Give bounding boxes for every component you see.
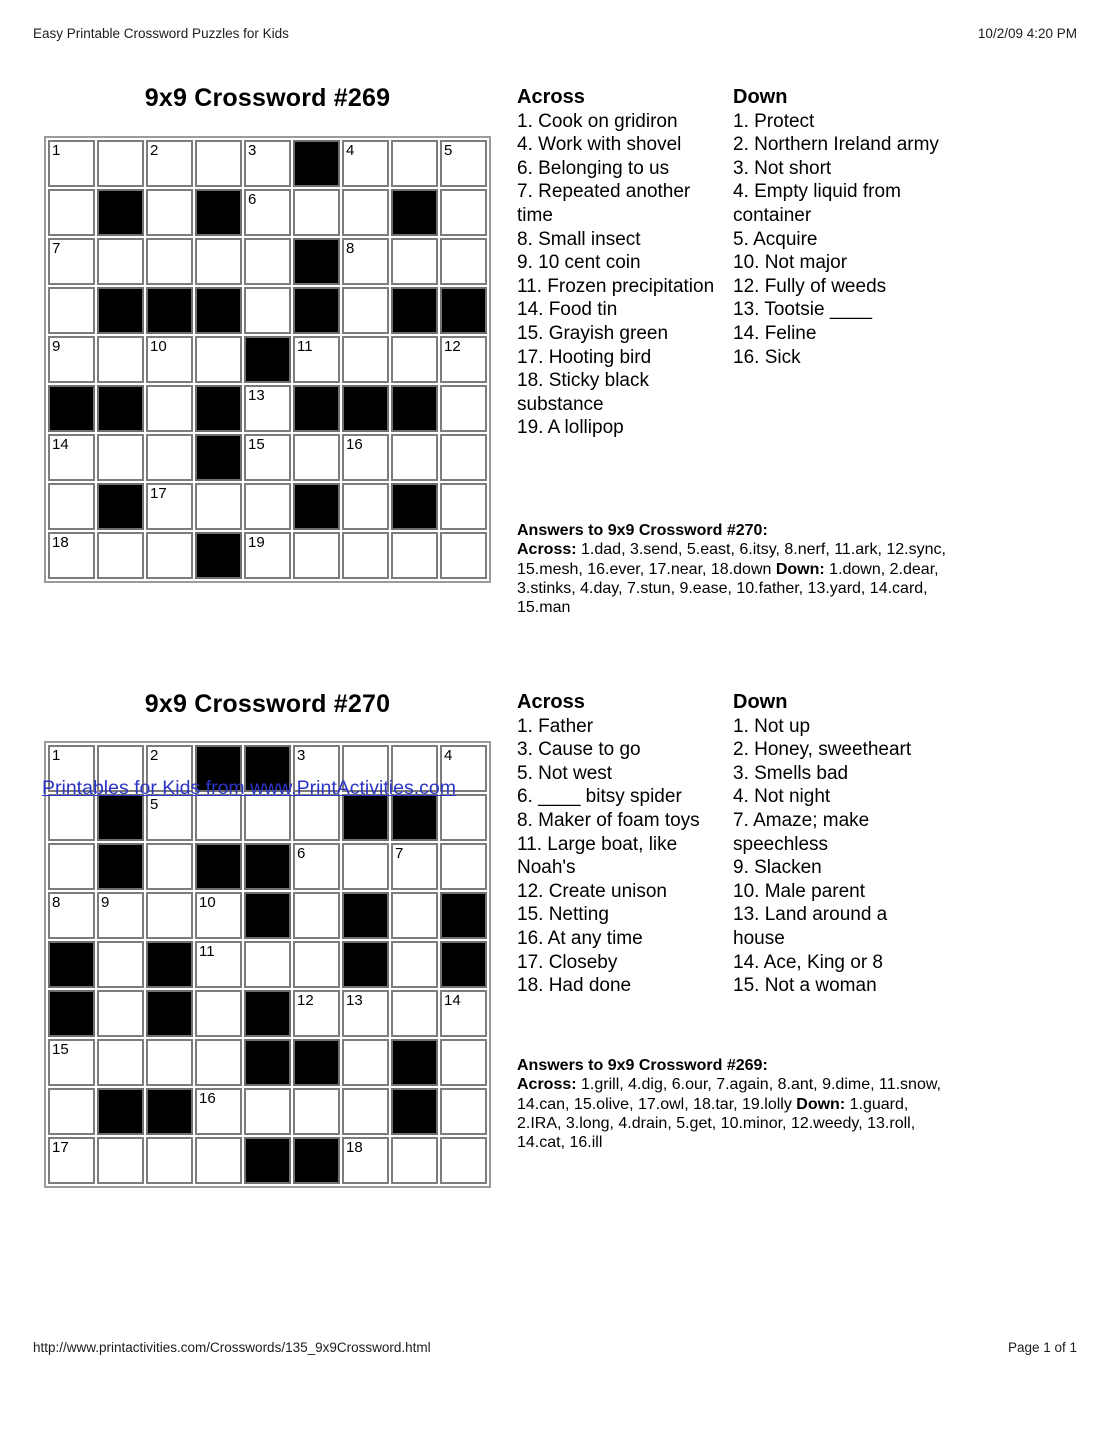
across-clues bbox=[517, 110, 719, 440]
cell-number: 14 bbox=[444, 992, 461, 1009]
grid-cell bbox=[342, 140, 389, 187]
grid-row bbox=[48, 1039, 487, 1086]
grid-cell-black bbox=[48, 990, 95, 1037]
cell-number: 19 bbox=[248, 534, 265, 551]
grid-cell bbox=[146, 843, 193, 890]
grid-cell bbox=[48, 794, 95, 841]
grid-cell bbox=[244, 287, 291, 334]
grid-cell-black bbox=[293, 385, 340, 432]
grid-cell-black bbox=[244, 892, 291, 939]
grid-cell bbox=[146, 1039, 193, 1086]
grid-cell bbox=[146, 189, 193, 236]
answers-title: Answers to 9x9 Crossword #269: bbox=[517, 1057, 768, 1074]
grid-cell-black bbox=[195, 287, 242, 334]
grid-cell-black bbox=[244, 990, 291, 1037]
clue-item: 14. Food tin bbox=[517, 299, 618, 321]
clues-section bbox=[517, 691, 941, 998]
grid-cell bbox=[195, 483, 242, 530]
clue-item: 11. Frozen precipitation bbox=[517, 275, 715, 297]
clue-item: 15. Netting bbox=[517, 904, 609, 926]
grid-cell-black bbox=[293, 483, 340, 530]
grid-row bbox=[48, 385, 487, 432]
grid-cell bbox=[195, 1088, 242, 1135]
grid-row bbox=[48, 336, 487, 383]
across-column bbox=[517, 86, 719, 440]
grid-cell-black bbox=[97, 385, 144, 432]
grid-cell bbox=[440, 189, 487, 236]
grid-cell bbox=[342, 532, 389, 579]
grid-cell bbox=[342, 1137, 389, 1184]
grid-cell-black bbox=[146, 941, 193, 988]
cell-number: 12 bbox=[297, 992, 314, 1009]
clue-item: 17. Hooting bird bbox=[517, 346, 652, 368]
grid-cell-black bbox=[293, 238, 340, 285]
across-clues bbox=[517, 715, 719, 998]
cell-number: 7 bbox=[52, 240, 61, 257]
grid-row bbox=[48, 483, 487, 530]
cell-number: 17 bbox=[150, 485, 167, 502]
clue-item: 7. Repeated another time bbox=[517, 181, 691, 226]
cell-number: 15 bbox=[52, 1041, 69, 1058]
grid-cell bbox=[391, 892, 438, 939]
grid-row bbox=[48, 140, 487, 187]
cell-number: 15 bbox=[248, 436, 265, 453]
clue-item: 2. Northern Ireland army bbox=[733, 134, 939, 156]
grid-cell-black bbox=[146, 990, 193, 1037]
grid-cell bbox=[146, 238, 193, 285]
answers-text: Across: 1.grill, 4.dig, 6.our, 7.again, 8.ant, 9.dime, 11.snow, 14.can, 15.olive, 17.owl, 18.tar, 19.lolly Down: 1.guard, 2.IRA, 3.long, 4.drain, 5.get, 10.minor, 12.weedy, 13.roll, 14.cat, 16.ill bbox=[517, 1076, 941, 1152]
cell-number: 6 bbox=[248, 191, 257, 208]
grid-cell-black bbox=[97, 287, 144, 334]
grid-cell bbox=[293, 532, 340, 579]
grid-cell bbox=[48, 483, 95, 530]
grid-cell bbox=[195, 941, 242, 988]
grid-cell bbox=[97, 238, 144, 285]
clue-item: 14. Feline bbox=[733, 322, 817, 344]
grid-cell bbox=[440, 1039, 487, 1086]
grid-cell-black bbox=[48, 941, 95, 988]
grid-row bbox=[48, 434, 487, 481]
grid-cell bbox=[48, 843, 95, 890]
clue-item: 5. Acquire bbox=[733, 228, 818, 250]
clue-item: 9. 10 cent coin bbox=[517, 252, 641, 274]
grid-cell bbox=[244, 1088, 291, 1135]
cell-number: 13 bbox=[248, 387, 265, 404]
grid-cell bbox=[244, 238, 291, 285]
grid-cell bbox=[440, 483, 487, 530]
clue-item: 1. Not up bbox=[733, 715, 811, 737]
grid-cell bbox=[293, 434, 340, 481]
cell-number: 4 bbox=[444, 747, 453, 764]
down-clues bbox=[733, 715, 941, 998]
grid-cell bbox=[440, 843, 487, 890]
clue-item: 13. Tootsie ____ bbox=[733, 299, 873, 321]
grid-cell bbox=[195, 1137, 242, 1184]
grid-cell bbox=[244, 794, 291, 841]
clue-item: 10. Male parent bbox=[733, 880, 866, 902]
grid-cell bbox=[342, 1039, 389, 1086]
grid-cell bbox=[391, 532, 438, 579]
cell-number: 4 bbox=[346, 142, 355, 159]
grid-cell bbox=[391, 238, 438, 285]
grid-cell bbox=[342, 1088, 389, 1135]
grid-cell bbox=[293, 1088, 340, 1135]
crossword-grid bbox=[44, 741, 491, 1188]
grid-cell-black bbox=[342, 892, 389, 939]
clue-item: 4. Empty liquid from container bbox=[733, 181, 901, 226]
grid-cell-black bbox=[391, 1088, 438, 1135]
grid-cell bbox=[440, 238, 487, 285]
grid-cell-black bbox=[391, 287, 438, 334]
grid-cell bbox=[440, 532, 487, 579]
clue-item: 8. Small insect bbox=[517, 228, 641, 250]
clue-item: 7. Amaze; make speechless bbox=[733, 809, 870, 855]
clue-item: 6. ____ bitsy spider bbox=[517, 786, 682, 808]
cell-number: 5 bbox=[444, 142, 453, 159]
grid-row bbox=[48, 941, 487, 988]
cell-number: 17 bbox=[52, 1139, 69, 1156]
grid-cell bbox=[293, 336, 340, 383]
clue-item: 11. Large boat, like Noah's bbox=[517, 833, 678, 879]
grid-cell bbox=[48, 1039, 95, 1086]
cell-number: 14 bbox=[52, 436, 69, 453]
grid-cell bbox=[293, 990, 340, 1037]
cell-number: 2 bbox=[150, 747, 159, 764]
grid-cell bbox=[342, 483, 389, 530]
grid-cell bbox=[440, 1088, 487, 1135]
down-header: Down bbox=[733, 691, 788, 713]
cell-number: 9 bbox=[101, 894, 110, 911]
cell-number: 2 bbox=[150, 142, 159, 159]
grid-cell bbox=[391, 843, 438, 890]
grid-cell bbox=[244, 532, 291, 579]
grid-row bbox=[48, 189, 487, 236]
clue-item: 12. Fully of weeds bbox=[733, 275, 887, 297]
clue-item: 16. Sick bbox=[733, 346, 801, 368]
grid-cell bbox=[195, 892, 242, 939]
grid-cell bbox=[146, 1137, 193, 1184]
grid-cell bbox=[293, 843, 340, 890]
clue-item: 13. Land around a house bbox=[733, 904, 888, 949]
grid-cell bbox=[48, 892, 95, 939]
cell-number: 11 bbox=[297, 338, 313, 355]
grid-cell bbox=[146, 140, 193, 187]
grid-cell bbox=[48, 532, 95, 579]
grid-cell-black bbox=[391, 794, 438, 841]
clue-item: 5. Not west bbox=[517, 762, 613, 784]
grid-cell-black bbox=[97, 483, 144, 530]
cell-number: 6 bbox=[297, 845, 306, 862]
grid-cell bbox=[440, 434, 487, 481]
answers-text: Across: 1.dad, 3.send, 5.east, 6.itsy, 8.nerf, 11.ark, 12.sync, 15.mesh, 16.ever, 17.near, 18.down Down: 1.down, 2.dear, 3.stinks, 4.day, 7.stun, 9.ease, 10.father, 13.yard, 14.card, 15.man bbox=[517, 541, 946, 617]
down-column bbox=[733, 86, 941, 440]
clue-item: 14. Ace, King or 8 bbox=[733, 951, 883, 973]
grid-cell-black bbox=[293, 287, 340, 334]
clue-item: 9. Slacken bbox=[733, 857, 822, 879]
clue-item: 1. Protect bbox=[733, 110, 815, 132]
grid-cell bbox=[146, 483, 193, 530]
grid-cell bbox=[146, 385, 193, 432]
grid-cell bbox=[97, 990, 144, 1037]
grid-cell-black bbox=[440, 941, 487, 988]
grid-cell bbox=[146, 794, 193, 841]
cell-number: 13 bbox=[346, 992, 363, 1009]
cell-number: 9 bbox=[52, 338, 61, 355]
clue-item: 1. Cook on gridiron bbox=[517, 110, 678, 132]
footer-page-number: Page 1 of 1 bbox=[1007, 1340, 1077, 1355]
answers-block bbox=[517, 1056, 957, 1152]
grid-cell-black bbox=[293, 140, 340, 187]
cell-number: 10 bbox=[199, 894, 216, 911]
grid-cell bbox=[48, 287, 95, 334]
grid-cell bbox=[244, 140, 291, 187]
grid-cell bbox=[293, 941, 340, 988]
grid-cell bbox=[48, 189, 95, 236]
grid-row bbox=[48, 238, 487, 285]
grid-cell bbox=[244, 483, 291, 530]
grid-cell-black bbox=[97, 189, 144, 236]
grid-row bbox=[48, 287, 487, 334]
grid-cell bbox=[244, 189, 291, 236]
grid-row bbox=[48, 1088, 487, 1135]
cell-number: 1 bbox=[52, 747, 61, 764]
grid-cell bbox=[293, 794, 340, 841]
grid-cell bbox=[146, 336, 193, 383]
grid-cell bbox=[97, 1039, 144, 1086]
print-footer bbox=[33, 1340, 1077, 1355]
down-clues bbox=[733, 110, 941, 370]
clue-item: 4. Work with shovel bbox=[517, 134, 682, 156]
grid-row bbox=[48, 843, 487, 890]
header-datetime: 10/2/09 4:20 PM bbox=[977, 26, 1077, 41]
grid-cell-black bbox=[244, 1039, 291, 1086]
grid-cell bbox=[195, 990, 242, 1037]
grid-cell bbox=[195, 336, 242, 383]
puzzle-title: 9x9 Crossword #269 bbox=[144, 84, 391, 112]
grid-cell bbox=[391, 336, 438, 383]
cell-number: 5 bbox=[150, 796, 159, 813]
grid-row bbox=[48, 532, 487, 579]
grid-cell-black bbox=[244, 336, 291, 383]
clues-section bbox=[517, 86, 941, 440]
clue-item: 15. Grayish green bbox=[517, 322, 669, 344]
grid-cell bbox=[146, 892, 193, 939]
cell-number: 7 bbox=[395, 845, 404, 862]
grid-cell bbox=[97, 140, 144, 187]
puzzle-title: 9x9 Crossword #270 bbox=[144, 690, 391, 718]
grid-cell-black bbox=[391, 483, 438, 530]
grid-cell bbox=[97, 532, 144, 579]
clue-item: 17. Closeby bbox=[517, 951, 618, 973]
grid-row bbox=[48, 892, 487, 939]
grid-cell bbox=[195, 1039, 242, 1086]
clue-item: 1. Father bbox=[517, 715, 594, 737]
grid-cell bbox=[195, 794, 242, 841]
clue-item: 3. Smells bad bbox=[733, 762, 849, 784]
grid-cell bbox=[342, 336, 389, 383]
grid-cell bbox=[146, 532, 193, 579]
grid-cell bbox=[244, 385, 291, 432]
grid-cell-black bbox=[391, 1039, 438, 1086]
grid-cell bbox=[97, 892, 144, 939]
grid-cell bbox=[48, 434, 95, 481]
grid-cell bbox=[440, 385, 487, 432]
cell-number: 8 bbox=[346, 240, 355, 257]
grid-cell-black bbox=[146, 1088, 193, 1135]
cell-number: 1 bbox=[52, 142, 61, 159]
grid-cell-black bbox=[244, 1137, 291, 1184]
grid-cell-black bbox=[391, 385, 438, 432]
down-header: Down bbox=[733, 86, 788, 108]
grid-cell-black bbox=[97, 1088, 144, 1135]
clue-item: 3. Cause to go bbox=[517, 739, 641, 761]
print-header bbox=[33, 26, 1077, 41]
grid-cell bbox=[342, 189, 389, 236]
grid-row bbox=[48, 794, 487, 841]
answers-block bbox=[517, 521, 957, 617]
down-column bbox=[733, 691, 941, 998]
grid-cell-black bbox=[293, 1039, 340, 1086]
grid-cell bbox=[440, 336, 487, 383]
grid-cell-black bbox=[440, 287, 487, 334]
clue-item: 6. Belonging to us bbox=[517, 157, 670, 179]
grid-cell bbox=[391, 990, 438, 1037]
clue-item: 19. A lollipop bbox=[517, 417, 624, 439]
grid-cell bbox=[97, 1137, 144, 1184]
grid-cell-black bbox=[195, 843, 242, 890]
grid-cell bbox=[440, 794, 487, 841]
cell-number: 8 bbox=[52, 894, 61, 911]
grid-cell-black bbox=[391, 189, 438, 236]
grid-cell-black bbox=[48, 385, 95, 432]
clue-item: 15. Not a woman bbox=[733, 975, 877, 997]
grid-cell-black bbox=[195, 189, 242, 236]
clue-item: 2. Honey, sweetheart bbox=[733, 739, 912, 761]
clue-item: 3. Not short bbox=[733, 157, 832, 179]
grid-cell-black bbox=[195, 385, 242, 432]
grid-cell bbox=[293, 892, 340, 939]
across-header: Across bbox=[517, 86, 585, 108]
grid-cell bbox=[48, 140, 95, 187]
grid-cell bbox=[342, 990, 389, 1037]
grid-cell bbox=[195, 140, 242, 187]
grid-cell bbox=[97, 336, 144, 383]
grid-cell bbox=[440, 140, 487, 187]
printactivities-link[interactable]: Printables for Kids from www.PrintActivities.com bbox=[42, 777, 456, 799]
grid-cell bbox=[342, 843, 389, 890]
grid-cell bbox=[146, 434, 193, 481]
grid-cell-black bbox=[293, 1137, 340, 1184]
clue-item: 16. At any time bbox=[517, 927, 643, 949]
grid-row bbox=[48, 990, 487, 1037]
header-title: Easy Printable Crossword Puzzles for Kids bbox=[33, 26, 289, 41]
answers-title: Answers to 9x9 Crossword #270: bbox=[517, 522, 768, 539]
grid-cell-black bbox=[195, 532, 242, 579]
grid-cell-black bbox=[244, 843, 291, 890]
grid-cell bbox=[195, 238, 242, 285]
cell-number: 18 bbox=[52, 534, 69, 551]
grid-cell bbox=[48, 336, 95, 383]
clue-item: 4. Not night bbox=[733, 786, 831, 808]
grid-cell-black bbox=[97, 794, 144, 841]
grid-cell-black bbox=[440, 892, 487, 939]
cell-number: 11 bbox=[199, 943, 215, 960]
grid-cell bbox=[342, 287, 389, 334]
grid-cell-black bbox=[342, 385, 389, 432]
footer-url: http://www.printactivities.com/Crosswords/135_9x9Crossword.html bbox=[33, 1340, 431, 1355]
grid-cell bbox=[48, 1088, 95, 1135]
across-column bbox=[517, 691, 719, 998]
grid-cell bbox=[391, 941, 438, 988]
cell-number: 3 bbox=[297, 747, 306, 764]
clue-item: 12. Create unison bbox=[517, 880, 667, 902]
cell-number: 10 bbox=[150, 338, 167, 355]
grid-cell bbox=[244, 941, 291, 988]
clue-item: 18. Had done bbox=[517, 975, 632, 997]
grid-cell-black bbox=[342, 794, 389, 841]
grid-cell-black bbox=[342, 941, 389, 988]
grid-cell bbox=[97, 434, 144, 481]
grid-cell bbox=[440, 1137, 487, 1184]
clue-item: 10. Not major bbox=[733, 252, 848, 274]
cell-number: 16 bbox=[346, 436, 363, 453]
cell-number: 12 bbox=[444, 338, 461, 355]
grid-cell-black bbox=[97, 843, 144, 890]
clue-item: 18. Sticky black substance bbox=[517, 370, 649, 415]
grid-cell bbox=[440, 990, 487, 1037]
grid-cell bbox=[342, 434, 389, 481]
grid-cell bbox=[48, 1137, 95, 1184]
clue-item: 8. Maker of foam toys bbox=[517, 809, 700, 831]
grid-row bbox=[48, 1137, 487, 1184]
grid-cell bbox=[244, 434, 291, 481]
grid-cell bbox=[391, 1137, 438, 1184]
crossword-grid bbox=[44, 136, 491, 583]
cell-number: 16 bbox=[199, 1090, 216, 1107]
grid-cell-black bbox=[195, 434, 242, 481]
grid-cell bbox=[293, 189, 340, 236]
cell-number: 18 bbox=[346, 1139, 363, 1156]
grid-cell-black bbox=[146, 287, 193, 334]
grid-cell bbox=[391, 140, 438, 187]
grid-cell bbox=[391, 434, 438, 481]
grid-cell bbox=[48, 238, 95, 285]
grid-cell bbox=[97, 941, 144, 988]
grid-cell bbox=[342, 238, 389, 285]
across-header: Across bbox=[517, 691, 585, 713]
cell-number: 3 bbox=[248, 142, 257, 159]
